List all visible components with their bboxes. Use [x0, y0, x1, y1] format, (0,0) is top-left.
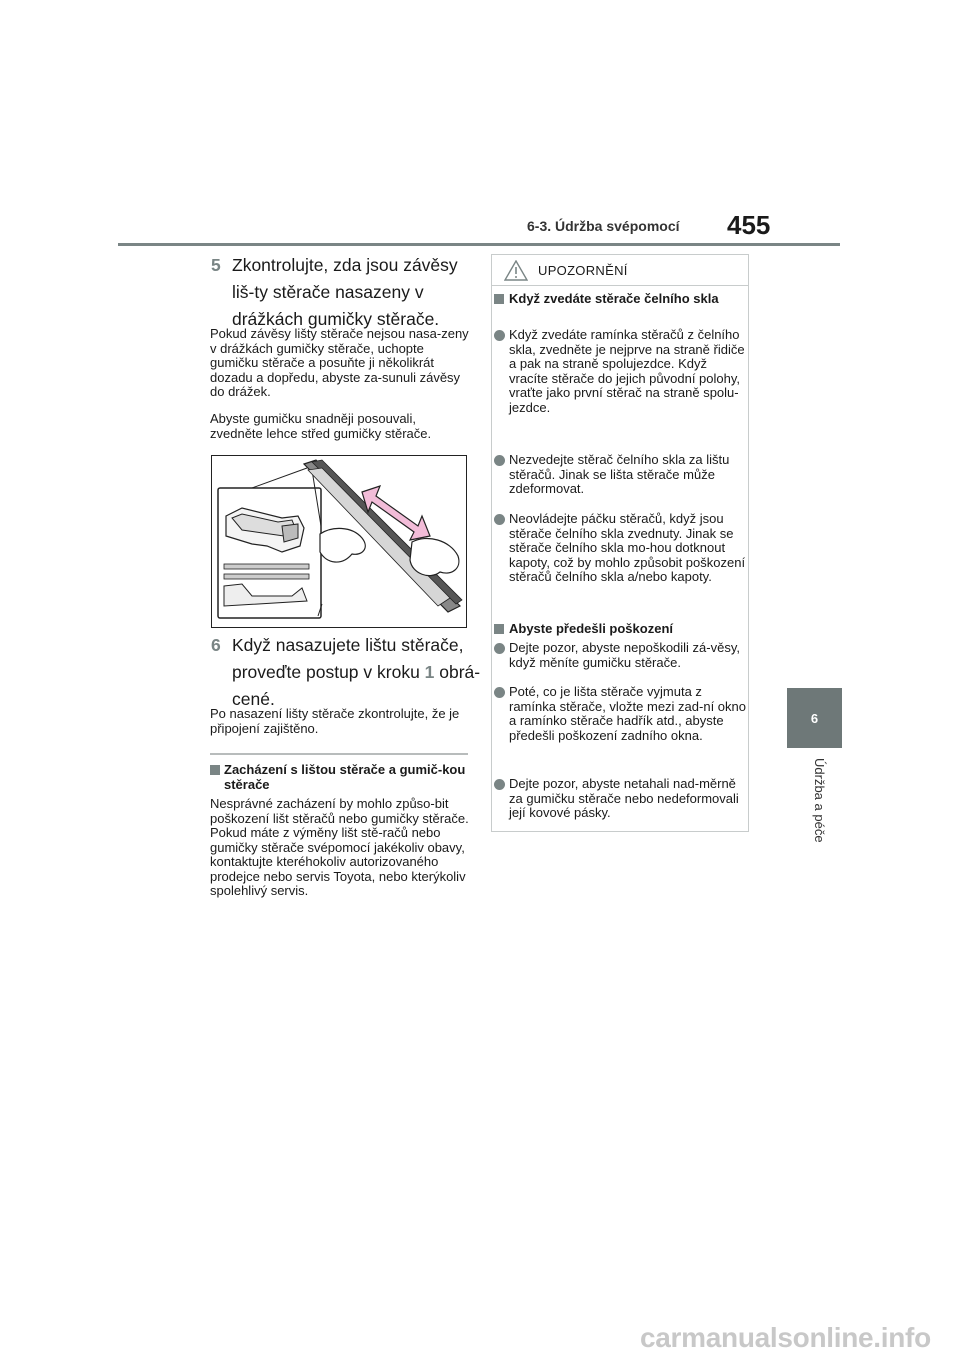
caution-item-text: Dejte pozor, abyste nepoškodili zá-věsy, když měníte gumičku stěrače. — [509, 640, 740, 670]
step-6 — [211, 632, 481, 713]
caution-item-text: Dejte pozor, abyste netahali nad-měrně za gumičku stěrače nebo nedeformovali její kovové pásky. — [509, 776, 739, 820]
caution-group-2-heading-text: Abyste předešli poškození — [509, 621, 673, 636]
chapter-title: Údržba a péče — [812, 758, 827, 843]
step-5-number: 5 — [211, 255, 221, 275]
caution-header-divider — [491, 285, 749, 286]
step-6-text — [211, 632, 481, 713]
step-5-note-1: Pokud závěsy lišty stěrače nejsou nasa-zeny v drážkách gumičky stěrače, uchopte gumičku stěrače a posuňte ji několikrát dozadu a dopředu, abyste za-sunuli závěsy do drážek. — [210, 326, 469, 399]
step-6-text-after: obrá-cené. — [232, 662, 481, 709]
caution-group-1-heading — [494, 292, 746, 307]
square-bullet-icon — [494, 624, 504, 634]
caution-group-2-heading — [494, 622, 746, 637]
round-bullet-icon — [494, 779, 505, 790]
square-bullet-icon — [494, 294, 504, 304]
step-6-ref: 1 — [424, 662, 435, 682]
round-bullet-icon — [494, 687, 505, 698]
round-bullet-icon — [494, 514, 505, 525]
section-heading — [210, 763, 476, 792]
caution-item — [494, 641, 746, 670]
watermark: carmanualsonline.info — [640, 1322, 931, 1353]
section-heading-text: Zacházení s lištou stěrače a gumič-kou stěrače — [224, 762, 466, 792]
section-divider — [210, 753, 468, 755]
step-6-text-before: Když nasazujete lištu stěrače, proveďte postup v kroku — [232, 635, 464, 682]
step-6-number: 6 — [211, 635, 221, 655]
wiper-blade-illustration — [211, 455, 467, 628]
header-divider — [118, 243, 840, 246]
caution-item — [494, 777, 746, 821]
caution-item-text: Když zvedáte ramínka stěračů z čelního skla, zvedněte je nejprve na straně řidiče a pak na straně spolujezdce. Když vracíte stěrače do jejich původní polohy, vraťte jako první stěrač na straně spolu-jezdce. — [509, 327, 745, 415]
step-6-note: Po nasazení lišty stěrače zkontrolujte, že je připojení zajištěno. — [210, 706, 460, 736]
warning-triangle-icon — [504, 260, 528, 286]
caution-item — [494, 512, 746, 585]
round-bullet-icon — [494, 455, 505, 466]
round-bullet-icon — [494, 643, 505, 654]
chapter-number: 6 — [810, 711, 819, 726]
caution-item-text: Neovládejte páčku stěračů, když jsou stěrače čelního skla zvednuty. Jinak se stěrače čelního skla mo-hou dotknout kapoty, což by mohlo způsobit poškození stěračů čelního skla a/nebo kapoty. — [509, 511, 746, 584]
caution-item — [494, 328, 746, 415]
wiper-illustration-svg — [212, 456, 466, 627]
round-bullet-icon — [494, 330, 505, 341]
caution-title: UPOZORNĚNÍ — [538, 263, 628, 278]
caution-group-1-heading-text: Když zvedáte stěrače čelního skla — [509, 291, 719, 306]
caution-item — [494, 453, 746, 497]
section-body: Nesprávné zacházení by mohlo způso-bit poškození lišt stěračů nebo gumičky stěrače. Pokud máte z výměny lišt stě-račů nebo gumičky stěrače svépomocí jakékoliv obavy, kontaktujte kteréhokoliv autorizovaného prodejce nebo servis Toyota, nebo kterýkoliv spolehlivý servis. — [210, 796, 469, 898]
caution-item-text: Poté, co je lišta stěrače vyjmuta z ramínka stěrače, vložte mezi zad-ní okno a ramínko stěrače hadřík atd., abyste předešli poškození zadního okna. — [509, 684, 746, 743]
section-title: 6-3. Údržba svépomocí — [527, 218, 680, 234]
step-5-note-2: Abyste gumičku snadněji posouvali, zvedněte lehce střed gumičky stěrače. — [210, 411, 432, 441]
step-5 — [211, 252, 481, 333]
caution-item — [494, 685, 746, 743]
square-bullet-icon — [210, 765, 220, 775]
page-number: 455 — [727, 210, 771, 240]
step-5-text: Zkontrolujte, zda jsou závěsy liš-ty stěrače nasazeny v drážkách gumičky stěrače. — [232, 255, 458, 329]
caution-item-text: Nezvedejte stěrač čelního skla za lištu stěračů. Jinak se lišta stěrače může zdeformovat. — [509, 452, 730, 496]
